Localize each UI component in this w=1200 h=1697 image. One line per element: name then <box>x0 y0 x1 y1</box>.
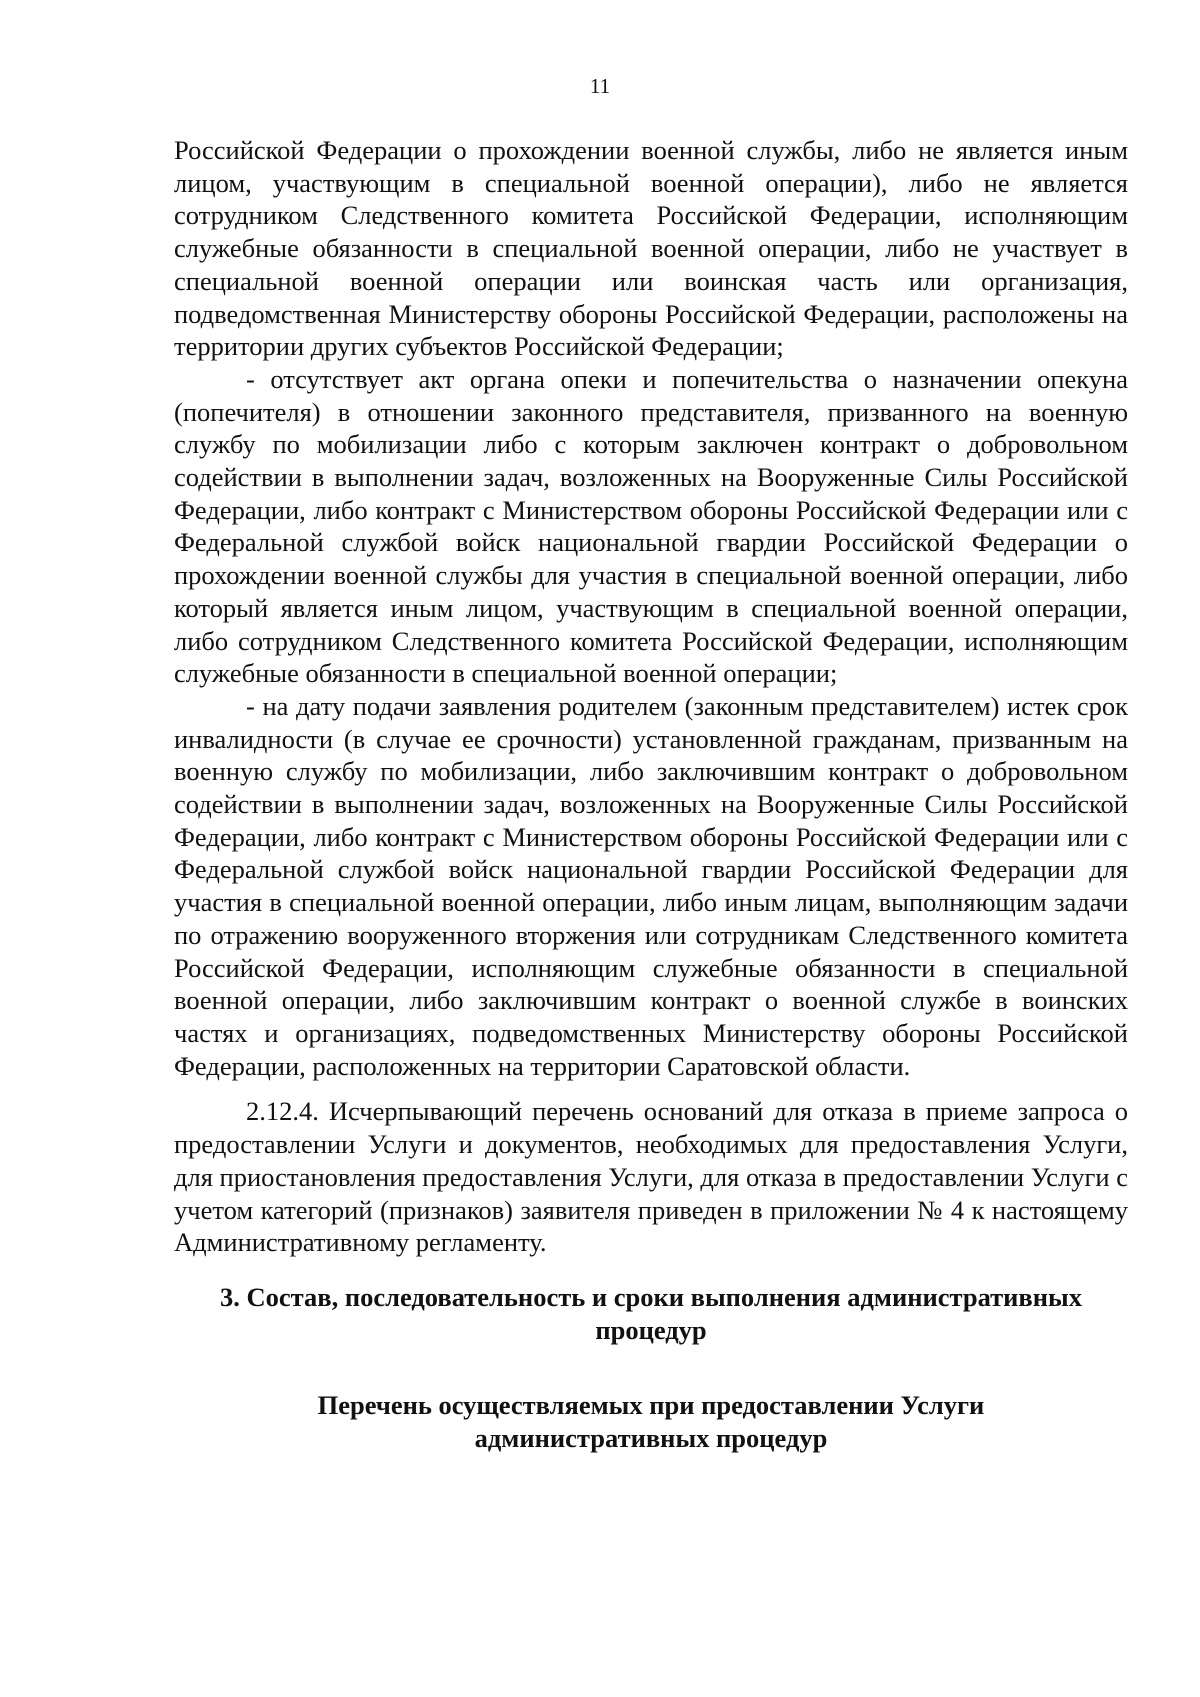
section-3-heading-line1: 3. Состав, последовательность и сроки выполнения административных <box>220 1281 1082 1312</box>
section-3-heading <box>174 1281 1128 1347</box>
document-body <box>174 134 1128 1455</box>
paragraph-2-12-4: 2.12.4. Исчерпывающий перечень оснований для отказа в приеме запроса о предоставлении Услуги и документов, необходимых для предоставления Услуги, для приостановления предоставления Услуги, для отказа в предоставлении Услуги с учетом категорий (признаков) заявителя приведен в приложении № 4 к настоящему Административному регламенту. <box>174 1096 1128 1258</box>
section-3-heading-line2: процедур <box>595 1314 707 1345</box>
paragraph-disability-term: - на дату подачи заявления родителем (законным представителем) истек срок инвалидности (в случае ее срочности) установленной гражданам, призванным на военную службу по мобилизации, либо заключившим контракт о добровольном содействии в выполнении задач, возложенных на Вооруженные Силы Российской Федерации, либо контракт с Министерством обороны Российской Федерации или с Федеральной службой войск национальной гвардии Российской Федерации для участия в специальной военной операции, либо иным лицам, выполняющим задачи по отражению вооруженного вторжения или сотрудникам Следственного комитета Российской Федерации, исполняющим служебные обязанности в специальной военной операции, либо заключившим контракт о военной службе в воинских частях и организациях, подведомственных Министерству обороны Российской Федерации, расположенных на территории Саратовской области. <box>174 690 1128 1081</box>
paragraph-guardianship-act: - отсутствует акт органа опеки и попечительства о назначении опекуна (попечителя) в отношении законного представителя, призванного на военную службу по мобилизации либо с которым заключен контракт о добровольном содействии в выполнении задач, возложенных на Вооруженные Силы Российской Федерации, либо контракт с Министерством обороны Российской Федерации или с Федеральной службой войск национальной гвардии Российской Федерации о прохождении военной службы для участия в специальной военной операции, либо который является иным лицом, участвующим в специальной военной операции, либо сотрудником Следственного комитета Российской Федерации, исполняющим служебные обязанности в специальной военной операции; <box>174 363 1128 689</box>
subsection-heading <box>174 1389 1128 1455</box>
subsection-heading-line1: Перечень осуществляемых при предоставлении Услуги <box>317 1389 985 1420</box>
paragraph-continuation: Российской Федерации о прохождении военной службы, либо не является иным лицом, участвующим в специальной военной операции), либо не является сотрудником Следственного комитета Российской Федерации, исполняющим служебные обязанности в специальной военной операции, либо не участвует в специальной военной операции или воинская часть или организация, подведомственная Министерству обороны Российской Федерации, расположены на территории других субъектов Российской Федерации; <box>174 135 1128 362</box>
subsection-heading-line2: административных процедур <box>474 1422 828 1453</box>
page-number: 11 <box>589 74 611 98</box>
